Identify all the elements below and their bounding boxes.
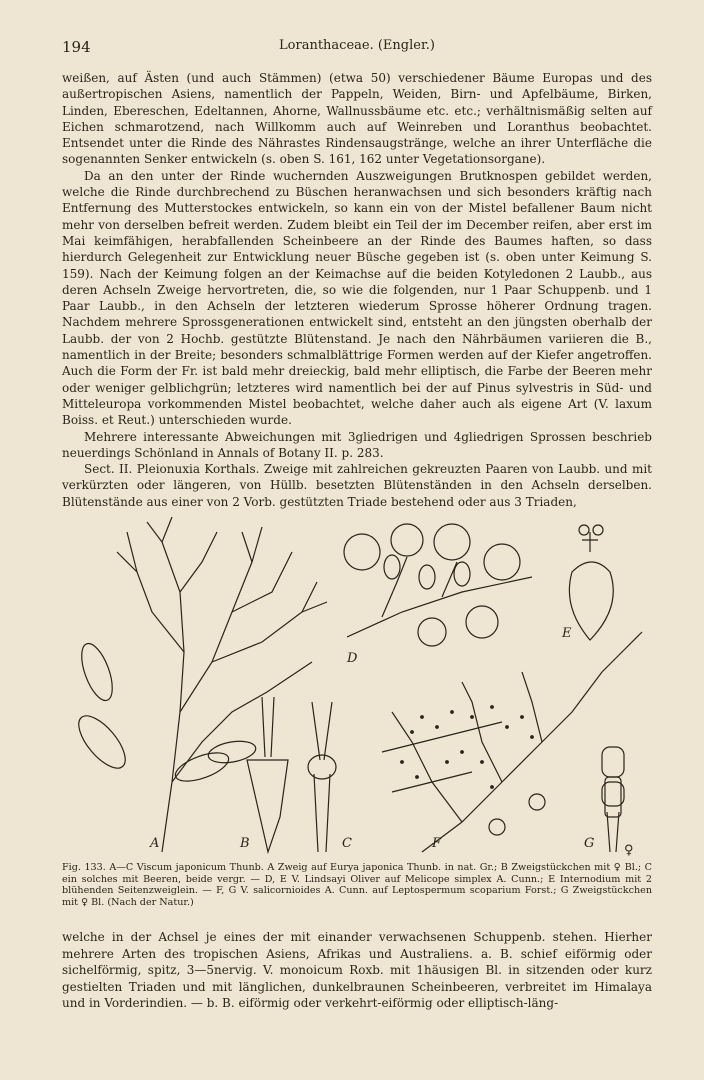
caption-text: Fig. 133. A—C Viscum japonicum Thunb. A Zweig auf Eurya japonica Thunb. in nat. Gr.; B Zweigstückchen mit ♀ Bl.; C ein solches mit Beeren, beide vergr. — D, E V. Lindsayi Oliver auf Melicope simplex A. Cunn.; E Internodium mit 2 blühenden Seitenzweiglein. — F, G V. salicornioides A. Cunn. auf Leptospermum scoparium Forst.; G Zweigstückchen mit ♀ Bl. (Nach der Natur.) (62, 862, 652, 908)
drawing-c (308, 702, 336, 852)
figure-label-a: A (150, 836, 160, 851)
page-number: 194 (62, 38, 91, 56)
paragraph: Da an den unter der Rinde wuchernden Auszweigungen Brutknospen gebildet werden, welche die Rinde durchbrechend zu Büschen heranwachsen und sich besonders kräftig nach Entfernung des Mutterstockes entwickeln, so kann ein von der Mistel befallener Baum nicht mehr von derselben befreit werden. Zudem bleibt ein Teil der im December reifen, aber erst im Mai keimfähigen, herabfallenden Scheinbeere an der Rinde des Baumes haften, so dass hierdurch Gelegenheit zur Entwicklung neuer Büsche gegeben ist (s. oben unter Keimung S. 159). Nach der Keimung folgen an der Keimachse auf die beiden Kotyledonen 2 Laubb., aus deren Achseln Zweige hervortreten, die, so wie die folgenden, nur 1 Paar Schuppenb. und 1 Paar Laubb., in den Achseln der letzteren wiederum Sprosse höherer Ordnung tragen. Nachdem mehrere Sprossgenerationen entwickelt sind, entsteht an den jüngsten oberhalb der Laubb. der von 2 Hochb. gestützte Blütenstand. Je nach den Nährbäumen variieren die B., namentlich in der Breite; besonders schmalblättrige Formen werden auf der Kiefer angetroffen. Auch die Form der Fr. ist bald mehr dreieckig, bald mehr elliptisch, die Farbe der Beeren mehr oder weniger gelblichgrün; letzteres wird namentlich bei der auf Pinus sylvestris in Süd- und Mitteleuropa vorkommenden Mistel beobachtet, welche daher auch als eigene Art (V. laxum Boiss. et Reut.) unterschieden wurde. (62, 168, 652, 428)
figure-label-e: E (562, 626, 572, 641)
figure-label-g: G (584, 836, 595, 851)
paragraph: weißen, auf Ästen (und auch Stämmen) (etwa 50) verschiedener Bäume Europas und des außertropischen Asiens, namentlich der Pappeln, Weiden, Birn- und Apfelbäume, Birken, Linden, Ebereschen, Edeltannen, Ahorne, Wallnussbäume etc. etc.; verhältnismäßig selten auf Eichen schmarotzend, nach Willkomm auch auf Weinreben und Loranthus beobachtet. Entsendet unter die Rinde des Nährastes Rindensaugstränge, welche an ihrer Unterfläche die sogenannten Senker entwickeln (s. oben S. 161, 162 unter Vegetationsorgane). (62, 71, 652, 167)
figure-label-c: C (342, 836, 352, 851)
figure-label-b: B (240, 836, 250, 851)
body-text (62, 70, 652, 510)
drawing-f (382, 632, 642, 852)
figure-illustration (62, 512, 652, 857)
paragraph: welche in der Achsel je eines der mit einander verwachsenen Schuppenb. stehen. Hierher mehrere Arten des tropischen Asiens, Afrikas und Australiens. a. B. schief eiförmig oder sichelförmig, spitz, 3—5nervig. V. monoicum Roxb. mit 1häusigen Bl. in sitzenden oder kurz gestielten Triaden und mit länglichen, dunkelbraunen Scheinbeeren, verbreitet im Himalaya und in Vorderindien. — b. B. eiförmig oder verkehrt-eiförmig oder elliptisch-läng- (62, 930, 652, 1011)
botanical-figure (62, 512, 652, 857)
body-text-continued (62, 929, 652, 1012)
figure-label-female: ♀ (624, 843, 634, 857)
figure-caption (62, 862, 652, 908)
running-title: Loranthaceae. (Engler.) (279, 38, 435, 53)
page-header (62, 38, 652, 58)
paragraph: Mehrere interessante Abweichungen mit 3gliedrigen und 4gliedrigen Sprossen beschrieb neuerdings Schönland in Annals of Botany II. p. 283. (62, 429, 652, 460)
paragraph: Sect. II. Pleionuxia Korthals. Zweige mit zahlreichen gekreuzten Paaren von Laubb. und mit verkürzten oder längeren, von Hüllb. besetzten Blütenständen in den Achseln derselben. Blütenstände aus einer von 2 Vorb. gestützten Triade bestehend oder aus 3 Triaden, (62, 462, 652, 509)
drawing-b (247, 697, 288, 852)
drawing-a (71, 517, 327, 852)
drawing-d (344, 524, 532, 646)
figure-label-f: F (432, 836, 442, 851)
drawing-e (569, 525, 613, 640)
drawing-g (602, 747, 624, 852)
figure-label-d: D (347, 651, 358, 666)
